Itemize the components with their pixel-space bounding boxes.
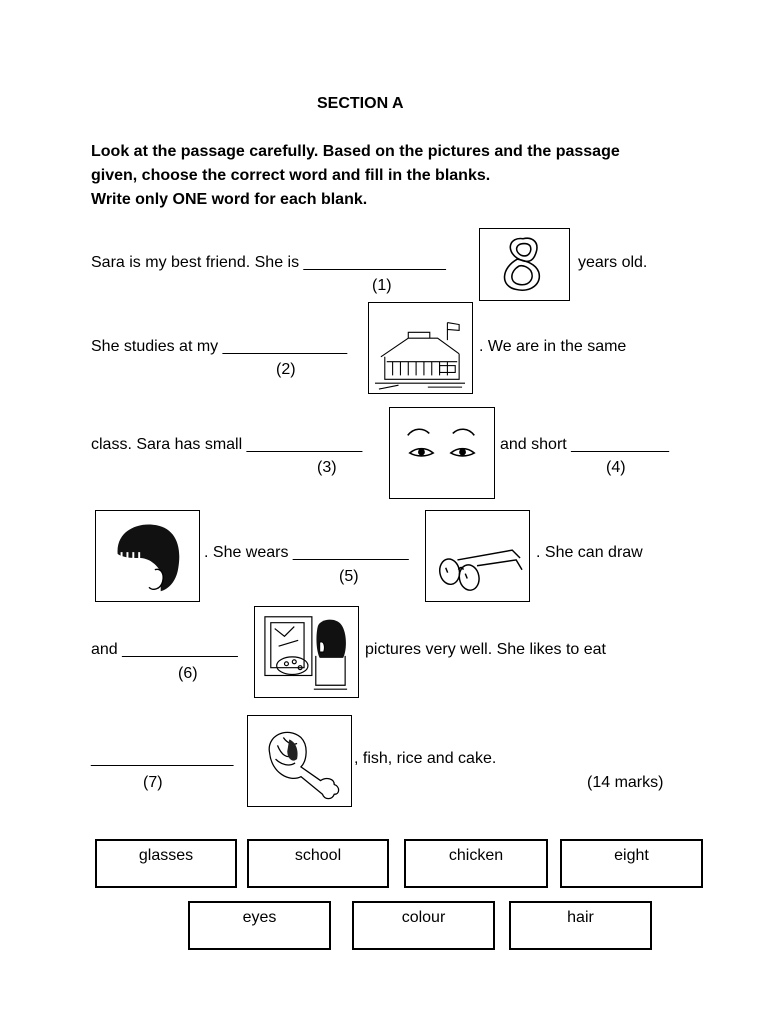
section-title: SECTION A [317, 95, 404, 112]
glasses-icon [425, 510, 530, 602]
blank-number-3: (3) [317, 459, 337, 476]
word-box-school: school [247, 839, 389, 888]
blank-number-1: (1) [372, 277, 392, 294]
number-eight-icon [479, 228, 570, 301]
painting-girl-icon [254, 606, 359, 698]
word-box-glasses: glasses [95, 839, 237, 888]
blank-number-5: (5) [339, 568, 359, 585]
word-box-hair: hair [509, 901, 652, 950]
sentence-4: . She wears _____________ [204, 544, 409, 561]
sentence-4-end: . She can draw [536, 544, 643, 561]
word-box-eyes: eyes [188, 901, 331, 950]
sentence-3-mid: and short ___________ [500, 436, 670, 453]
sentence-6-end: , fish, rice and cake. [354, 750, 497, 767]
sentence-6: ________________ [91, 750, 234, 767]
blank-number-4: (4) [606, 459, 626, 476]
word-box-eight: eight [560, 839, 703, 888]
sentence-2: She studies at my ______________ [91, 338, 348, 355]
sentence-2-end: . We are in the same [479, 338, 627, 355]
marks-label: (14 marks) [587, 774, 664, 791]
blank-number-7: (7) [143, 774, 163, 791]
sentence-5-end: pictures very well. She likes to eat [365, 641, 606, 658]
word-box-chicken: chicken [404, 839, 548, 888]
blank-number-6: (6) [178, 665, 198, 682]
instruction-line-3: Write only ONE word for each blank. [91, 191, 368, 208]
hair-icon [95, 510, 200, 602]
sentence-1: Sara is my best friend. She is ________________ [91, 254, 446, 271]
instruction-line-1: Look at the passage carefully. Based on the pictures and the passage [91, 143, 620, 160]
eyes-icon [389, 407, 495, 499]
sentence-1-end: years old. [578, 254, 648, 271]
sentence-3: class. Sara has small _____________ [91, 436, 363, 453]
instruction-line-2: given, choose the correct word and fill in the blanks. [91, 167, 491, 184]
sentence-5: and _____________ [91, 641, 238, 658]
school-building-icon [368, 302, 473, 394]
blank-number-2: (2) [276, 361, 296, 378]
chicken-drumstick-icon [247, 715, 352, 807]
word-box-colour: colour [352, 901, 495, 950]
